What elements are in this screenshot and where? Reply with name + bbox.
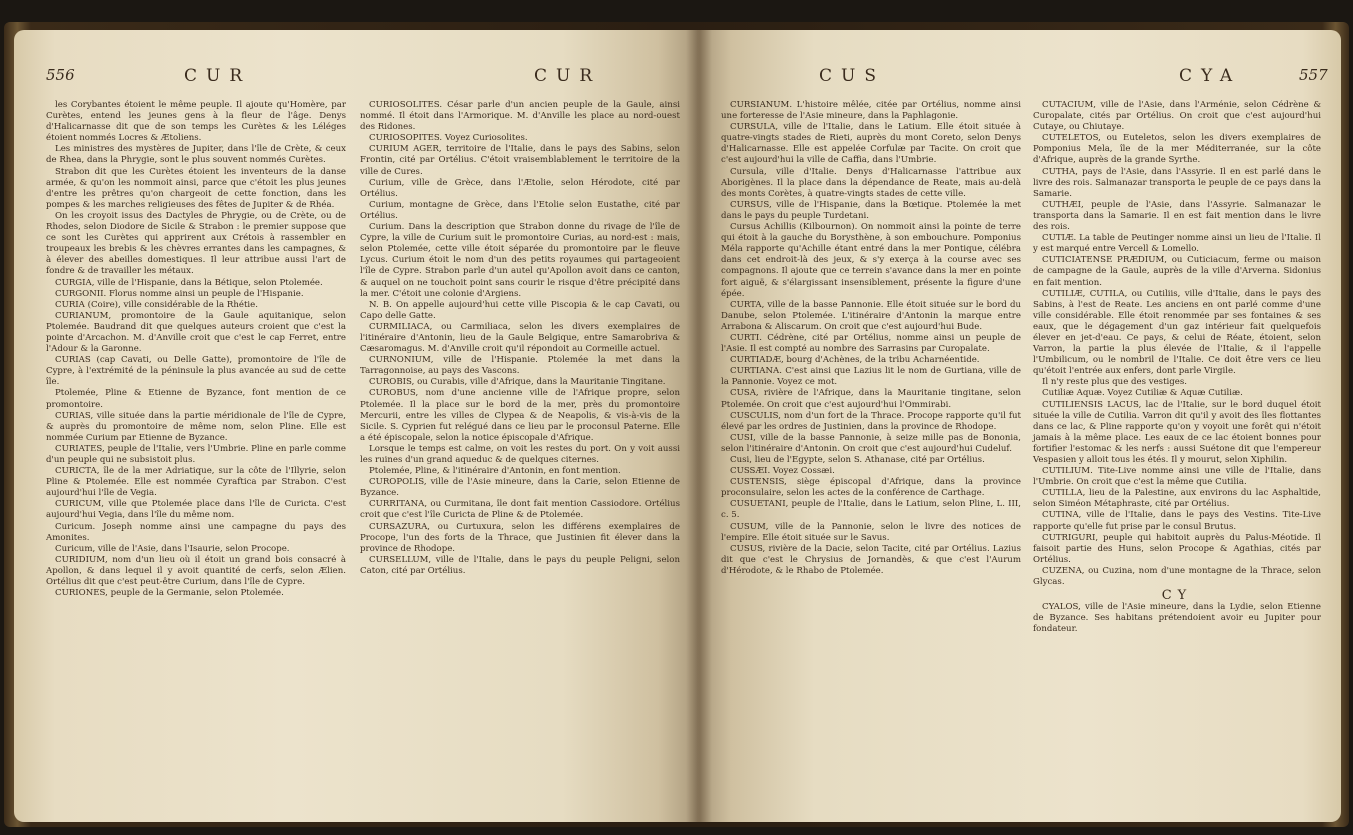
left-page-number: 556 (46, 66, 75, 84)
entry-paragraph: CUROPOLIS, ville de l'Asie mineure, dans la Carie, selon Etienne de Byzance. (360, 477, 680, 499)
entry-paragraph: Les ministres des mystères de Jupiter, dans l'île de Crète, & ceux de Rhea, dans la Phrygie, sont le plus souvent nommés Curètes. (46, 144, 346, 166)
entry-paragraph: CUTHÆI, peuple de l'Asie, dans l'Assyrie. Salmanazar le transporta dans la Samarie. Il en est fait mention dans le livre des rois. (1033, 199, 1321, 233)
entry-paragraph: CUTELETOS, ou Euteletos, selon les divers exemplaires de Pomponius Mela, île de la mer Méditerranée, sur la côte d'Afrique, auprès de la grande Syrthe. (1033, 133, 1321, 166)
entry-paragraph: CURTIANA. C'est ainsi que Lazius lit le nom de Gurtiana, ville de la Pannonie. Voyez ce mot. (721, 366, 1021, 388)
entry-paragraph: CYALOS, ville de l'Asie mineure, dans la Lydie, selon Etienne de Byzance. Ses habitans prétendoient avoir eu Jupiter pour fondateur. (1033, 602, 1321, 635)
book-gutter (686, 30, 712, 822)
left-running-head-1: CUR (184, 66, 252, 86)
entry-paragraph: CURIAS, ville située dans la partie méridionale de l'île de Cypre, & auprès du promontoire de même nom, selon Pline. Elle est nommée Curium par Etienne de Byzance. (46, 410, 346, 443)
entry-paragraph: CURICUM, ville que Ptolemée place dans l'île de Curicta. C'est aujourd'hui Vegia, dans l'île du même nom. (46, 499, 346, 521)
right-column-1 (721, 100, 1021, 800)
left-page (14, 30, 699, 822)
entry-paragraph: CUTHA, pays de l'Asie, dans l'Assyrie. Il en est parlé dans le livre des rois. Salmanazar transporta le peuple de ce pays dans la Samarie. (1033, 166, 1321, 199)
entry-paragraph: CUSSÆI. Voyez Cossæi. (730, 466, 835, 477)
left-column-2 (360, 100, 680, 800)
entry-paragraph: Ptolemée, Pline, & l'itinéraire d'Antonin, en font mention. (369, 466, 621, 477)
entry-paragraph: CUTIÆ. La table de Peutinger nomme ainsi un lieu de l'Italie. Il y est marqué entre Vercell & Lomello. (1033, 233, 1321, 255)
entry-paragraph: Cusi, lieu de l'Egypte, selon S. Athanase, cité par Ortélius. (730, 455, 985, 465)
entry-paragraph: CURNONIUM, ville de l'Hispanie. Ptolemée la met dans la Tarragonnoise, au pays des Vascons. (360, 355, 680, 377)
entry-paragraph: CURGIA, ville de l'Hispanie, dans la Bétique, selon Ptolemée. (55, 277, 323, 288)
entry-paragraph: Lorsque le temps est calme, on voit les restes du port. On y voit aussi les ruines d'un grand aqueduc & de quelques citernes. (360, 443, 680, 465)
entry-paragraph: CURTIADÆ, bourg d'Achènes, de la tribu Acharnéentide. (730, 355, 980, 366)
right-running-head-1: CUS (819, 66, 885, 86)
right-column-2 (1033, 100, 1321, 800)
entry-paragraph: Cursus Achillis (Kilbournon). On nommoit ainsi la pointe de terre qui étoit à la gauche du Borysthène, à son embouchure. Pomponius Méla rapporte qu'Achille étant entré dans la mer Pontique, célébra dans cet endroit-là des jeux, & s'y exerça à la course avec ses compagnons. Il ajoute que ce terrein s'avance dans la mer en pointe fort aiguë, & s'élargissant insensiblement, présente la figure d'une épée. (721, 222, 1021, 299)
entry-paragraph: CURSIANUM. L'histoire mêlée, citée par Ortélius, nomme ainsi une forteresse de l'Asie mineure, dans la Paphlagonie. (721, 100, 1021, 122)
entry-paragraph: Strabon dit que les Curètes étoient les inventeurs de la danse armée, & qu'on les nommoit ainsi, parce que c'étoit les plus jeunes d'entre les prêtres qu'on chargeoit de cette fonction, dans les pompes & les marches religieuses des fêtes de Jupiter & de Rhéa. (46, 166, 346, 210)
entry-paragraph: Curium, ville de Grèce, dans l'Ætolie, selon Hérodote, cité par Ortélius. (360, 177, 680, 199)
entry-paragraph: Curicum. Joseph nomme ainsi une campagne du pays des Amonites. (46, 521, 346, 543)
entry-paragraph: CY (1161, 588, 1193, 604)
entry-paragraph: CURICTA, île de la mer Adriatique, sur la côte de l'Illyrie, selon Pline & Ptolemée. Elle est nommée Cyraftica par Strabon. C'est aujourd'hui l'île de Vegia. (46, 466, 346, 499)
entry-paragraph: CURIANUM, promontoire de la Gaule aquitanique, selon Ptolemée. Baudrand dit que quelques auteurs croient que c'est la pointe d'Arcachon. M. d'Anville croit que c'est le cap Ferret, entre l'Adour & la Garonne. (46, 310, 346, 355)
entry-paragraph: CUSUS, rivière de la Dacie, selon Tacite, cité par Ortélius. Lazius dit que c'est le Chrysius de Jornandès, & que c'est l'Aurum d'Hérodote, & le Rhabo de Ptolemée. (721, 543, 1021, 576)
entry-paragraph: Cursula, ville d'Italie. Denys d'Halicarnasse l'attribue aux Aborigènes. Il la place dans la dépendance de Reate, mais au-delà des monts Corètes, à quatre-vingts stades de cette ville. (721, 166, 1021, 199)
entry-paragraph: CURIATES, peuple de l'Italie, vers l'Umbrie. Pline en parle comme d'un peuple qui ne subsistoit plus. (46, 443, 346, 465)
left-column-1 (46, 100, 346, 800)
entry-paragraph: CUROBIS, ou Curabis, ville d'Afrique, dans la Mauritanie Tingitane. (369, 377, 666, 388)
entry-paragraph: CURSUS, ville de l'Hispanie, dans la Bœtique. Ptolemée la met dans le pays du peuple Turdetani. (721, 199, 1021, 221)
entry-paragraph: CURIAS (cap Cavati, ou Delle Gatte), promontoire de l'île de Cypre, à l'extrémité de la péninsule la plus avancée au sud de cette île. (46, 355, 346, 388)
left-running-head-2: CUR (534, 66, 602, 86)
entry-paragraph: CUSI, ville de la basse Pannonie, à seize mille pas de Bononia, selon l'itinéraire d'Antonin. On croit que c'est aujourd'hui Cudeluf. (721, 432, 1021, 454)
entry-paragraph: Cutiliæ Aquæ. Voyez Cutiliæ & Aquæ Cutiliæ. (1042, 388, 1243, 399)
entry-paragraph: CURSELLUM, ville de l'Italie, dans le pays du peuple Peligni, selon Caton, cité par Ortélius. (360, 554, 680, 576)
entry-paragraph: CUTINA, ville de l'Italie, dans le pays des Vestins. Tite-Live rapporte qu'elle fut prise par le consul Brutus. (1033, 510, 1321, 532)
entry-paragraph: On les croyoit issus des Dactyles de Phrygie, ou de Crète, ou de Rhodes, selon Diodore de Sicile & Strabon : le premier suppose que ce sont les Curètes qui apprirent aux Crétois à rassembler en troupeaux les brebis & les chèvres errantes dans les campagnes, & à élever des abeilles domestiques. Il leur attribue aussi l'art de fondre & de travailler les métaux. (46, 210, 346, 277)
entry-paragraph: Curium. Dans la description que Strabon donne du rivage de l'île de Cypre, la ville de Curium suit le promontoire Curias, au nord-est : mais, selon Ptolemée, cette ville étoit séparée du promontoire par le fleuve Lycus. Curium étoit le nom d'un des petits royaumes qui partageoient l'île de Cypre. Strabon parle d'un autel qu'Apollon avoit dans ce canton, & auquel on ne touchoit point sans courir le risque d'être précipité dans la mer. C'étoit une colonie d'Argiens. (360, 222, 680, 299)
right-page-number: 557 (1299, 66, 1328, 84)
entry-paragraph: CURMILIACA, ou Carmiliaca, selon les divers exemplaires de l'itinéraire d'Antonin, lieu de la Gaule Belgique, entre Samarobriva & Cæsaromagus. M. d'Anville croit qu'il répondoit au Cormeille actuel. (360, 321, 680, 355)
entry-paragraph: CUTILIÆ, CUTILA, ou Cutiliis, ville d'Italie, dans le pays des Sabins, à l'est de Reate. Les anciens en ont parlé comme d'une ville considérable. Elle étoit renommée par ses fontaines & ses eaux, que le dégagement d'un gaz intérieur fait quelquefois élever en jet-d'eau. Ce pays, & celui de Réate, étoient, selon Varron, la partie la plus élevée de l'Italie, & il l'appelle l'Umbilicum, ou le nombril de l'Italie. Ce doit être vers ce lieu qu'étoit l'entrée aux enfers, dont parle Virgile. (1033, 288, 1321, 377)
entry-paragraph: CURIUM AGER, territoire de l'Italie, dans le pays des Sabins, selon Frontin, cité par Ortélius. C'étoit vraisemblablement le territoire de la ville de Cures. (360, 144, 680, 177)
entry-paragraph: CURTI. Cédrène, cité par Ortélius, nomme ainsi un peuple de l'Asie. Il est compté au nombre des Sarrasins par Curopalate. (721, 332, 1021, 355)
entry-paragraph: CUTRIGURI, peuple qui habitoit auprès du Palus-Méotide. Il faisoit partie des Huns, selon Procope & Agathias, cités par Ortélius. (1033, 532, 1321, 565)
entry-paragraph: CUZENA, ou Cuzina, nom d'une montagne de la Thrace, selon Glycas. (1033, 565, 1321, 588)
entry-paragraph: CUSTENSIS, siège épiscopal d'Afrique, dans la province proconsulaire, selon les actes de la conférence de Carthage. (721, 477, 1021, 499)
entry-paragraph: CUTACIUM, ville de l'Asie, dans l'Arménie, selon Cédrène & Curopalate, cités par Ortélius. On croit que c'est aujourd'hui Cutaye, ou Chiutaye. (1033, 100, 1321, 133)
entry-paragraph: N. B. On appelle aujourd'hui cette ville Piscopia & le cap Cavati, ou Capo delle Gatte. (360, 299, 680, 321)
entry-paragraph: CUROBUS, nom d'une ancienne ville de l'Afrique propre, selon Ptolemée. Il la place sur le bord de la mer, près du promontoire Mercurii, entre les villes de Clypea & de Neapolis, & vis-à-vis de la Sicile. S. Cyprien fut relégué dans ce lieu par le proconsul Paterne. Elle a été épiscopale, selon la notice épiscopale d'Afrique. (360, 388, 680, 443)
entry-paragraph: CUSA, rivière de l'Afrique, dans la Mauritanie tingitane, selon Ptolemée. On croit que c'est aujourd'hui l'Ommirabi. (721, 388, 1021, 410)
entry-paragraph: CUTILIUM. Tite-Live nomme ainsi une ville de l'Italie, dans l'Umbrie. On croit que c'est la même que Cutilia. (1033, 466, 1321, 488)
entry-paragraph: Curium, montagne de Grèce, dans l'Etolie selon Eustathe, cité par Ortélius. (360, 199, 680, 221)
entry-paragraph: CURIDIUM, nom d'un lieu où il étoit un grand bois consacré à Apollon, & dans lequel il y avoit quantité de cerfs, selon Ælien. Ortélius dit que c'est peut-être Curium, dans l'île de Cypre. (46, 554, 346, 588)
entry-paragraph: les Corybantes étoient le même peuple. Il ajoute qu'Homère, par Curètes, entend les jeunes gens à la fleur de l'âge. Denys d'Halicarnasse dit que de son temps les Curètes & les Léléges étoient nommés Locres & Ætoliens. (46, 100, 346, 144)
entry-paragraph: CUTILIENSIS LACUS, lac de l'Italie, sur le bord duquel étoit située la ville de Cutilia. Varron dit qu'il y avoit des îles flottantes dans ce lac, & Pline rapporte qu'on y voyoit une forêt qui n'étoit jamais à la même place. Les eaux de ce lac étoient bonnes pour fortifier l'estomac & les nerfs : aussi Suétone dit que l'empereur Vespasien y alloit tous les étés. Il y mourut, selon Xiphilin. (1033, 399, 1321, 465)
entry-paragraph: Il n'y reste plus que des vestiges. (1042, 377, 1188, 388)
entry-paragraph: CUSCULIS, nom d'un fort de la Thrace. Procope rapporte qu'il fut élevé par les ordres de Justinien, dans la province de Rhodope. (721, 410, 1021, 432)
entry-paragraph: CUTILLA, lieu de la Palestine, aux environs du lac Asphaltide, selon Siméon Métaphraste, cité par Ortélius. (1033, 488, 1321, 510)
entry-paragraph: CURRITANA, ou Curmitana, île dont fait mention Cassiodore. Ortélius croit que c'est l'île Curicta de Pline & de Ptolemée. (360, 499, 680, 521)
entry-paragraph: CURIA (Coire), ville considérable de la Rhétie. (55, 299, 258, 310)
entry-paragraph: CURSULA, ville de l'Italie, dans le Latium. Elle étoit située à quatre-vingts stades de Rieti, auprès du mont Coreto, selon Denys d'Halicarnasse. Elle est appelée Corfulæ par Tacite. On croit que c'est aujourd'hui la ville de Caffia, dans l'Umbrie. (721, 122, 1021, 166)
entry-paragraph: CURTA, ville de la basse Pannonie. Elle étoit située sur le bord du Danube, selon Ptolemée. L'itinéraire d'Antonin la marque entre Arrabona & Aliscarum. On croit que c'est aujourd'hui Bude. (721, 299, 1021, 332)
entry-paragraph: CUTICIATENSE PRÆDIUM, ou Cuticiacum, ferme ou maison de campagne de la Gaule, auprès de la ville d'Arverna. Sidonius en fait mention. (1033, 255, 1321, 288)
entry-paragraph: CURIOSOLITES. César parle d'un ancien peuple de la Gaule, ainsi nommé. Il étoit dans l'Armorique. M. d'Anville les place au nord-ouest des Ridones. (360, 100, 680, 133)
entry-paragraph: CURIONES, peuple de la Germanie, selon Ptolemée. (55, 588, 284, 599)
entry-paragraph: CUSUM, ville de la Pannonie, selon le livre des notices de l'empire. Elle étoit située sur le Savus. (721, 521, 1021, 543)
right-page (699, 30, 1341, 822)
entry-paragraph: Curicum, ville de l'Asie, dans l'Isaurie, selon Procope. (55, 543, 290, 554)
entry-paragraph: CURIOSOPITES. Voyez Curiosolites. (369, 133, 528, 144)
entry-paragraph: Ptolemée, Pline & Etienne de Byzance, font mention de ce promontoire. (46, 388, 346, 410)
entry-paragraph: CURSAZURA, ou Curtuxura, selon les différens exemplaires de Procope, l'un des forts de la Thrace, que Justinien fit élever dans la province de Rhodope. (360, 521, 680, 554)
right-running-head-2: CYA (1179, 66, 1242, 86)
entry-paragraph: CURGONII. Florus nomme ainsi un peuple de l'Hispanie. (55, 288, 304, 299)
entry-paragraph: CUSUETANI, peuple de l'Italie, dans le Latium, selon Pline, L. III, c. 5. (721, 499, 1021, 521)
